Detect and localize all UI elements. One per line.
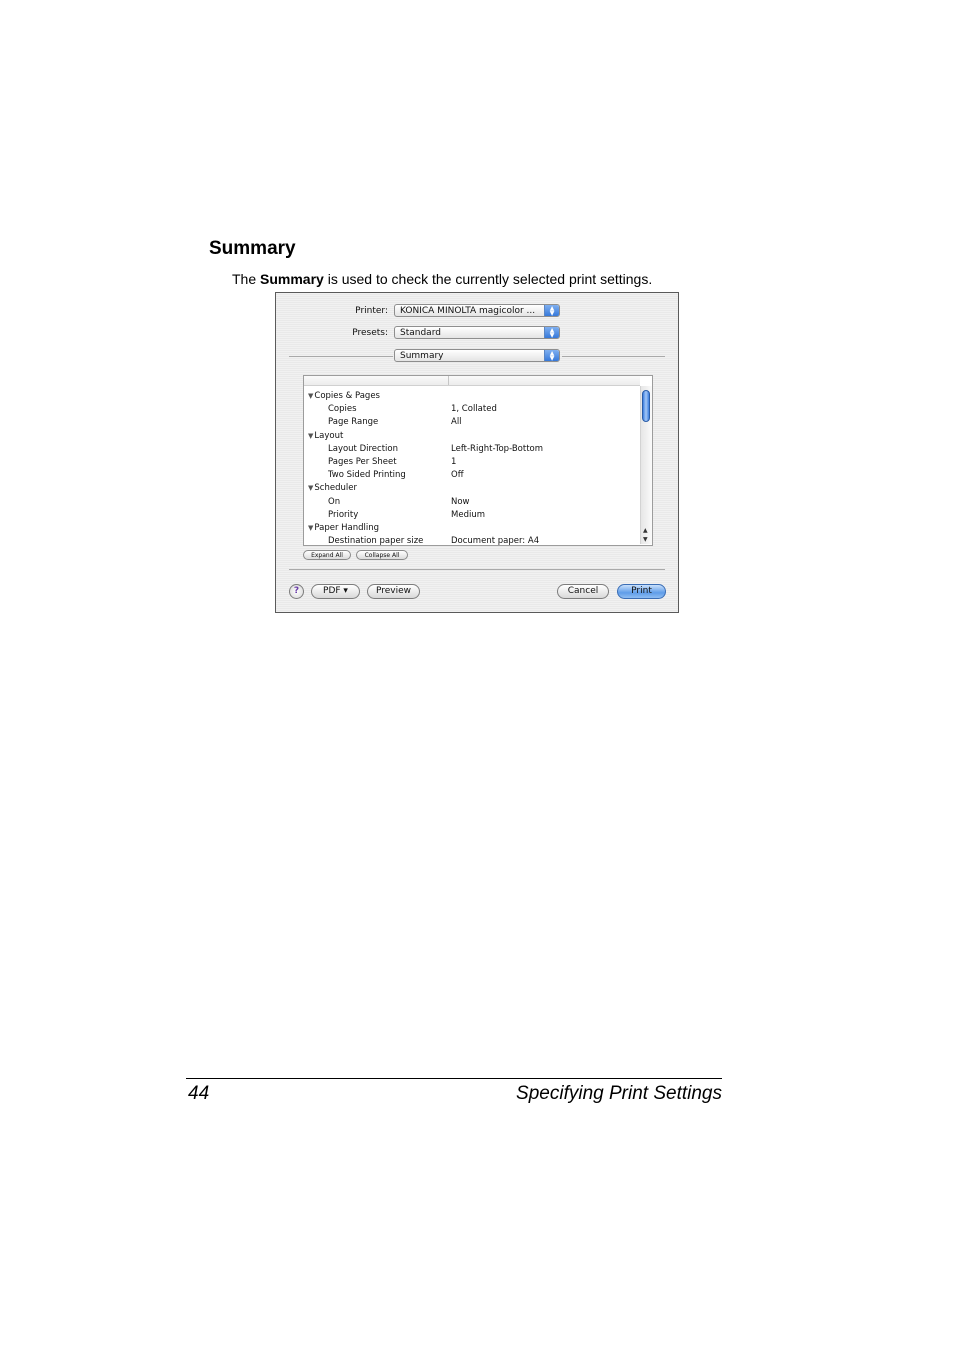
printer-label: Printer: xyxy=(355,306,388,316)
row-key-text: Destination paper size xyxy=(328,536,424,546)
outline-row xyxy=(304,403,640,416)
outline-group-row[interactable] xyxy=(304,390,640,403)
row-key xyxy=(328,443,398,456)
column-divider xyxy=(448,376,449,385)
row-key-text: Layout Direction xyxy=(328,443,398,454)
row-key xyxy=(308,482,357,495)
disclosure-triangle-icon[interactable]: ▼ xyxy=(308,524,314,532)
row-key xyxy=(328,535,423,546)
disclosure-triangle-icon[interactable]: ▼ xyxy=(308,431,314,440)
row-key xyxy=(308,522,379,535)
outline-group-row[interactable] xyxy=(304,430,640,443)
collapse-all-button[interactable]: Collapse All xyxy=(356,550,408,560)
expand-all-button[interactable]: Expand All xyxy=(303,550,351,560)
row-value: 1, Collated xyxy=(451,404,497,415)
row-key xyxy=(328,469,406,482)
separator-right xyxy=(562,356,665,357)
outline-row xyxy=(304,456,640,469)
summary-outline[interactable] xyxy=(303,375,653,546)
cancel-button[interactable]: Cancel xyxy=(557,584,609,599)
presets-value: Standard xyxy=(400,328,441,338)
row-key-text: Layout xyxy=(314,430,344,441)
row-key-text: Priority xyxy=(328,509,359,520)
panel-popup[interactable] xyxy=(394,349,560,362)
panel-value: Summary xyxy=(400,351,444,361)
popup-arrows-icon: ▲ ▼ xyxy=(544,350,559,362)
scroll-up-icon[interactable]: ▲ xyxy=(643,527,648,534)
footer-rule xyxy=(186,1078,722,1079)
intro-paragraph xyxy=(232,271,652,287)
row-value: All xyxy=(451,417,462,428)
row-key xyxy=(328,456,397,469)
print-dialog xyxy=(275,292,679,613)
intro-bold: Summary xyxy=(260,271,324,287)
vertical-scrollbar[interactable] xyxy=(640,386,652,544)
outline-row xyxy=(304,416,640,429)
separator-left xyxy=(289,356,393,357)
disclosure-triangle-icon[interactable]: ▼ xyxy=(308,392,314,400)
row-value: 1 xyxy=(451,457,457,467)
section-heading: Summary xyxy=(209,238,296,259)
presets-popup[interactable] xyxy=(394,326,560,339)
row-key-text: Two Sided Printing xyxy=(328,470,406,481)
row-key-text: Copies & Pages xyxy=(314,391,380,401)
row-value: Medium xyxy=(451,509,485,520)
outline-group-row[interactable] xyxy=(304,522,640,535)
row-key-text: Paper Handling xyxy=(314,523,380,533)
row-key xyxy=(308,390,380,403)
row-key-text: Page Range xyxy=(328,417,379,428)
outline-row xyxy=(304,469,640,482)
row-key-text: Pages Per Sheet xyxy=(328,457,397,467)
intro-post: is used to check the currently selected print settings. xyxy=(323,271,653,287)
outline-header xyxy=(304,376,640,386)
row-key xyxy=(328,416,378,429)
row-value: Off xyxy=(451,470,464,481)
row-key-text: Copies xyxy=(328,404,357,415)
page-number: 44 xyxy=(188,1083,210,1104)
printer-value: KONICA MINOLTA magicolor ... xyxy=(400,306,536,316)
outline-row xyxy=(304,535,640,546)
popup-arrows-icon: ▲ ▼ xyxy=(544,305,559,317)
outline-row xyxy=(304,509,640,522)
row-key xyxy=(328,496,340,509)
pdf-button[interactable]: PDF ▾ xyxy=(311,584,360,599)
row-value: Now xyxy=(451,496,470,507)
intro-pre: The xyxy=(232,271,261,287)
row-key xyxy=(328,403,357,416)
row-value: Left-Right-Top-Bottom xyxy=(451,443,544,454)
printer-popup[interactable] xyxy=(394,304,560,317)
help-button[interactable]: ? xyxy=(289,584,304,599)
print-button[interactable]: Print xyxy=(617,584,666,599)
row-key-text: Scheduler xyxy=(314,483,357,494)
row-key-text: On xyxy=(328,496,341,507)
outline-group-row[interactable] xyxy=(304,482,640,495)
scroll-down-icon[interactable]: ▼ xyxy=(643,536,648,543)
separator-bottom xyxy=(289,569,665,570)
presets-label: Presets: xyxy=(352,328,388,338)
popup-arrows-icon: ▲ ▼ xyxy=(544,327,559,339)
scroll-thumb[interactable] xyxy=(642,390,650,422)
preview-button[interactable]: Preview xyxy=(367,584,420,599)
footer-section-title: Specifying Print Settings xyxy=(516,1083,722,1104)
disclosure-triangle-icon[interactable]: ▼ xyxy=(308,484,314,493)
outline-row xyxy=(304,496,640,509)
row-key xyxy=(308,430,343,443)
row-key xyxy=(328,509,358,522)
outline-row xyxy=(304,443,640,456)
row-value: Document paper: A4 xyxy=(451,536,540,546)
